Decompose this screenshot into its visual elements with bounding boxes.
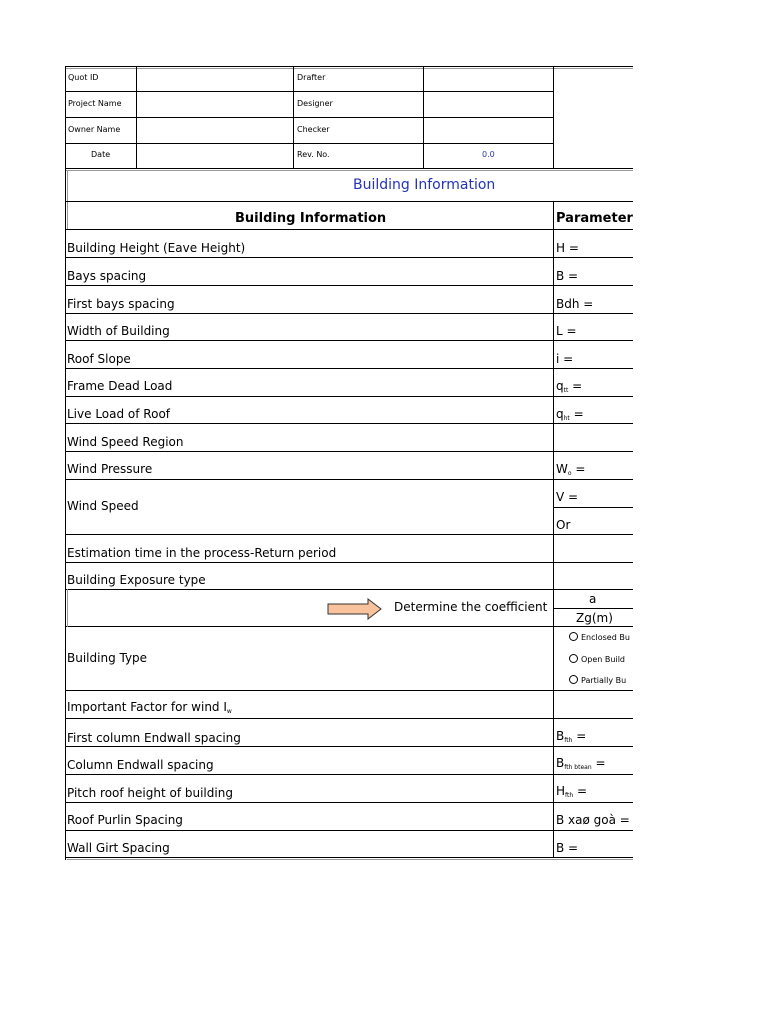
radio-open[interactable]: Open Build <box>569 654 625 665</box>
row-label-dead-load: Frame Dead Load <box>67 379 173 393</box>
quot-id-field[interactable] <box>137 69 293 91</box>
param-dead-load: $q_{tt}$ = <box>556 379 583 394</box>
row-label-exposure: Building Exposure type <box>67 573 206 587</box>
grid-line <box>65 479 633 480</box>
param-live-load: $q_{ht}$ = <box>556 407 584 422</box>
grid-line <box>553 66 554 169</box>
designer-label: Designer <box>297 99 333 108</box>
grid-line <box>65 589 633 590</box>
param-wind-speed: V = <box>556 490 579 504</box>
right-arrow-icon <box>327 598 383 620</box>
project-name-field[interactable] <box>137 92 293 117</box>
grid-line <box>65 170 633 171</box>
rev-label: Rev. No. <box>297 150 330 159</box>
param-wind-speed-or: Or <box>556 518 571 532</box>
grid-line <box>65 66 633 67</box>
row-label-wind-speed: Wind Speed <box>67 499 139 513</box>
row-label-girt: Wall Girt Spacing <box>67 841 170 855</box>
owner-name-label: Owner Name <box>68 125 121 134</box>
section-title: Building Information <box>353 177 496 193</box>
grid-line <box>67 589 68 627</box>
row-label-bays: Bays spacing <box>67 269 147 283</box>
grid-line <box>65 857 633 858</box>
quot-id-label: Quot ID <box>68 73 99 82</box>
column-header-info: Building Information <box>235 211 387 226</box>
row-label-endwall: Column Endwall spacing <box>67 758 214 772</box>
grid-line <box>553 201 554 858</box>
param-bays: B = <box>556 269 579 283</box>
param-first-bays: Bdh = <box>556 297 594 311</box>
row-label-wind-region: Wind Speed Region <box>67 435 184 449</box>
grid-line <box>65 830 633 831</box>
row-label-return-period: Estimation time in the process-Return period <box>67 546 337 560</box>
grid-line <box>67 170 68 230</box>
grid-line <box>65 451 633 452</box>
row-label-slope: Roof Slope <box>67 352 131 366</box>
coefficient-label: Determine the coefficient <box>394 600 548 614</box>
grid-line <box>65 626 633 627</box>
param-girt: B = <box>556 841 579 855</box>
param-slope: i = <box>556 352 574 366</box>
designer-field[interactable] <box>424 92 553 117</box>
grid-line <box>65 368 633 369</box>
row-label-width: Width of Building <box>67 324 170 338</box>
drafter-field[interactable] <box>424 69 553 91</box>
param-height: H = <box>556 241 579 255</box>
row-label-building-type: Building Type <box>67 651 148 665</box>
param-endwall: $B_{fth btean}$ = <box>556 756 606 771</box>
grid-line <box>293 66 294 169</box>
row-label-first-endwall: First column Endwall spacing <box>67 731 241 745</box>
grid-line <box>65 257 633 258</box>
param-pitch: $H_{fth}$ = <box>556 784 588 799</box>
grid-line <box>65 313 633 314</box>
row-label-wind-pressure: Wind Pressure <box>67 462 153 476</box>
grid-line <box>65 201 633 202</box>
row-label-purlin: Roof Purlin Spacing <box>67 813 183 827</box>
grid-line <box>67 859 633 860</box>
grid-line <box>553 507 633 508</box>
grid-line <box>65 229 633 230</box>
date-label: Date <box>91 150 111 159</box>
rev-value: 0.0 <box>482 150 495 159</box>
grid-line <box>65 285 633 286</box>
radio-partially[interactable]: Partially Bu <box>569 675 626 686</box>
row-label-first-bays: First bays spacing <box>67 297 175 311</box>
grid-line <box>65 534 633 535</box>
grid-line <box>553 608 633 609</box>
grid-line <box>65 690 633 691</box>
row-label-live-load: Live Load of Roof <box>67 407 171 421</box>
radio-circle-icon <box>569 675 578 684</box>
project-name-label: Project Name <box>68 99 122 108</box>
param-width: L = <box>556 324 577 338</box>
date-field[interactable] <box>137 144 293 168</box>
row-label-height: Building Height (Eave Height) <box>67 241 246 255</box>
grid-line <box>65 396 633 397</box>
param-a: a <box>589 592 597 606</box>
checker-label: Checker <box>297 125 330 134</box>
grid-line <box>65 774 633 775</box>
owner-name-field[interactable] <box>137 118 293 143</box>
drafter-label: Drafter <box>297 73 326 82</box>
row-label-pitch: Pitch roof height of building <box>67 786 233 800</box>
grid-line <box>65 746 633 747</box>
radio-circle-icon <box>569 654 578 663</box>
param-first-endwall: $B_{fth}$ = <box>556 729 587 744</box>
grid-line <box>65 562 633 563</box>
grid-line <box>65 423 633 424</box>
radio-circle-icon <box>569 632 578 641</box>
param-wind-pressure: $W_o$ = <box>556 462 586 477</box>
row-label-important-factor: Important Factor for wind $I_w$ <box>67 700 232 715</box>
grid-line <box>65 168 633 169</box>
checker-field[interactable] <box>424 118 553 143</box>
grid-line <box>65 340 633 341</box>
radio-enclosed[interactable]: Enclosed Bu <box>569 632 630 643</box>
param-purlin: B xaø goà = <box>556 813 630 827</box>
param-zg: Zg(m) <box>576 611 613 625</box>
column-header-parameter: Parameter <box>556 211 633 226</box>
grid-line <box>65 66 66 860</box>
grid-line <box>65 802 633 803</box>
